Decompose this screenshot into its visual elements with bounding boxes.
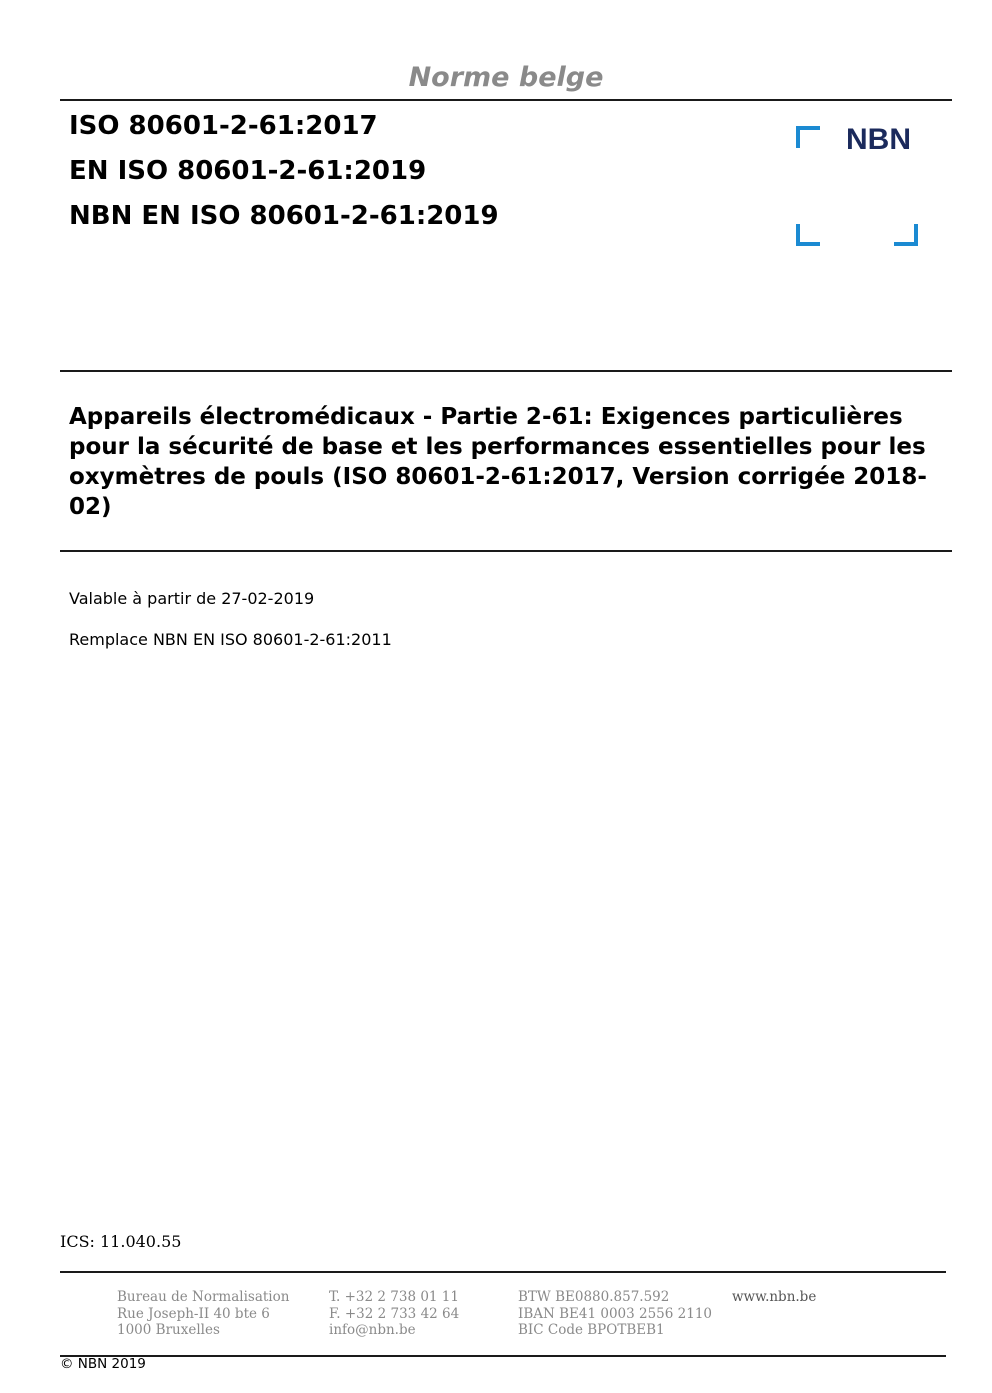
logo-bracket-bottom-left bbox=[798, 224, 820, 244]
footer-email: info@nbn.be bbox=[329, 1322, 416, 1338]
footer-divider bbox=[60, 1271, 946, 1273]
footer-address-line: 1000 Bruxelles bbox=[117, 1322, 220, 1338]
replaces-standard: Remplace NBN EN ISO 80601-2-61:2011 bbox=[69, 630, 392, 649]
footer-iban: IBAN BE41 0003 2556 2110 bbox=[518, 1305, 713, 1322]
footer-address-line: Rue Joseph-II 40 bte 6 bbox=[117, 1305, 270, 1322]
document-title: Appareils électromédicaux - Partie 2-61: Exigences particulières pour la sécurité de base et les performances essentielles pour les oxymètres de pouls (ISO 80601-2-61:2017, Version corrigée 2018-02) bbox=[69, 404, 927, 520]
logo-bracket-bottom-right bbox=[894, 224, 916, 244]
validity-date: Valable à partir de 27-02-2019 bbox=[69, 589, 315, 608]
logo-text: NBN bbox=[846, 124, 911, 156]
copyright-divider bbox=[60, 1355, 946, 1357]
ics-code: ICS: 11.040.55 bbox=[60, 1232, 182, 1251]
copyright: © NBN 2019 bbox=[60, 1356, 146, 1372]
nbn-logo bbox=[796, 124, 922, 248]
iso-identifier: ISO 80601-2-61:2017 bbox=[69, 111, 378, 141]
logo-bracket-top-left bbox=[798, 128, 820, 148]
footer-website[interactable]: www.nbn.be bbox=[732, 1289, 817, 1305]
header-divider bbox=[60, 99, 952, 101]
en-identifier: EN ISO 80601-2-61:2019 bbox=[69, 156, 427, 186]
title-bottom-divider bbox=[60, 550, 952, 552]
footer-fax: F. +32 2 733 42 64 bbox=[329, 1305, 460, 1322]
nbn-identifier: NBN EN ISO 80601-2-61:2019 bbox=[69, 201, 499, 231]
footer-bic: BIC Code BPOTBEB1 bbox=[518, 1322, 665, 1338]
footer-address bbox=[117, 1289, 289, 1339]
footer-phone: T. +32 2 738 01 11 bbox=[329, 1289, 459, 1305]
document-type-label: Norme belge bbox=[408, 62, 604, 93]
nbn-logo-icon bbox=[796, 124, 922, 248]
footer-address-line: Bureau de Normalisation bbox=[117, 1289, 290, 1305]
footer-finance bbox=[518, 1289, 712, 1339]
footer-vat: BTW BE0880.857.592 bbox=[518, 1289, 670, 1305]
title-top-divider bbox=[60, 370, 952, 372]
footer-contact bbox=[329, 1289, 459, 1339]
